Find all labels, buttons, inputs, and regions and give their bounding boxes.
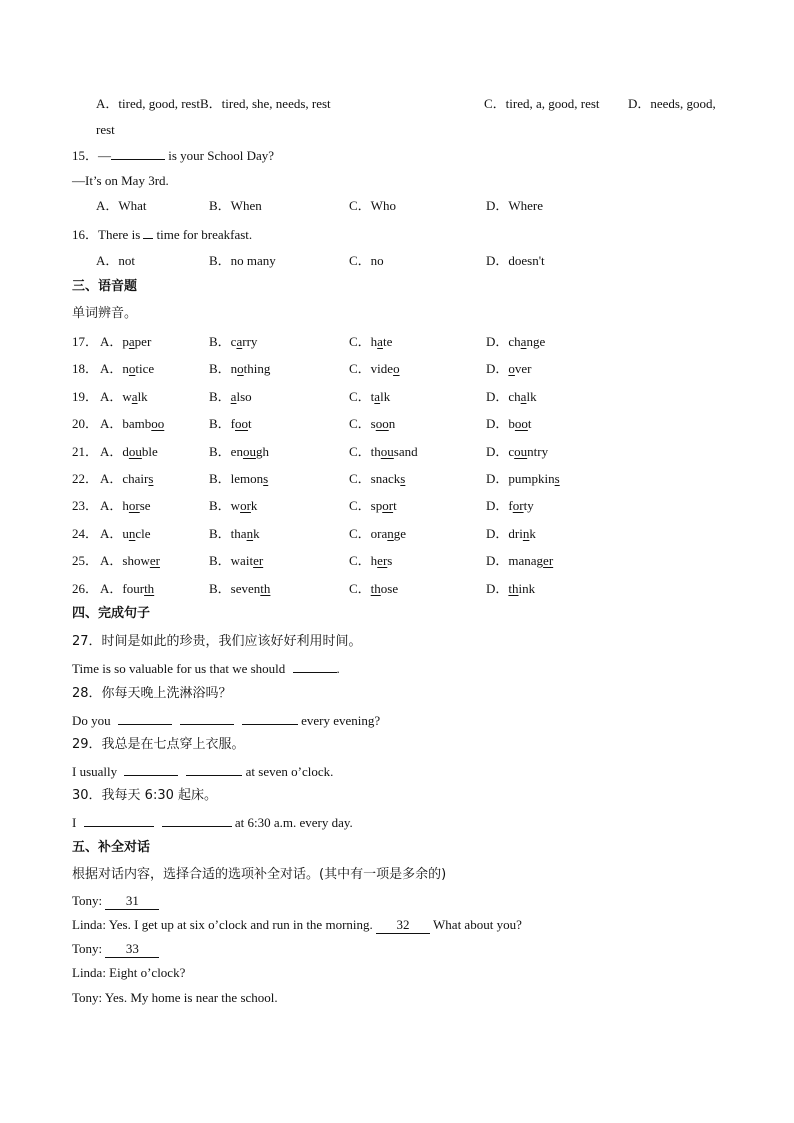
q27-text-after: . [336,661,340,676]
option-letter: A． [100,471,123,486]
speaker-tony: Tony: [72,941,106,956]
option-letter: B． [209,526,231,541]
phonics-option-b [209,361,270,377]
option-letter: D． [486,334,509,349]
word-prefix: show [122,553,150,568]
option-letter: D． [486,444,509,459]
dialogue-line-2 [72,917,522,934]
word-prefix: dri [508,526,523,541]
option-letter: C． [349,498,371,513]
option-letter: D． [486,498,509,513]
q30-blank-2[interactable] [162,814,232,827]
word-prefix: p [122,334,129,349]
dialogue-blank-33[interactable]: 33 [105,941,159,958]
phonics-option-c [349,581,398,597]
option-letter: A． [100,416,123,431]
underlined-letters: th [508,581,519,596]
word-prefix: s [370,416,376,431]
word-prefix: pumpkin [508,471,555,486]
phonics-option-c [349,361,400,377]
word-suffix: t [527,416,532,431]
phonics-row [72,471,712,487]
word-suffix: ose [380,581,399,596]
phonics-option-d [486,498,534,514]
word-suffix: n [388,416,396,431]
word-suffix: lso [236,389,252,404]
underlined-letters: er [377,553,388,568]
underlined-letters: o [508,361,515,376]
word-prefix: vide [370,361,394,376]
underlined-letters: oo [151,416,165,431]
option-letter: D． [486,416,509,431]
q16-number: 16． [72,227,99,242]
dialogue-line-5: Tony: Yes. My home is near the school. [72,990,278,1005]
word-suffix: tice [135,361,155,376]
underlined-letters: or [240,498,251,513]
phonics-option-a [100,361,154,377]
phonics-option-b [209,389,252,405]
phonics-option-b [209,444,269,460]
q30-english [72,814,353,831]
option-letter: B． [209,416,231,431]
word-prefix: h [370,553,378,568]
q15-option-a: A．What [96,198,147,213]
q28-english [72,712,380,729]
option-letter: C． [349,526,371,541]
word-prefix: four [122,581,145,596]
word-suffix: k [529,526,536,541]
option-letter: A． [100,498,123,513]
underlined-letters: s [263,471,269,486]
section3-instruction: 单词辨音。 [72,306,138,321]
word-suffix: te [382,334,393,349]
word-suffix: thing [243,361,271,376]
q14-option-c: C．tired, a, good, rest [484,96,600,111]
word-prefix: w [122,389,132,404]
word-suffix: ink [518,581,536,596]
option-letter: A． [100,553,123,568]
word-prefix: lemon [230,471,264,486]
phonics-option-d [486,361,532,377]
phonics-option-c [349,526,406,542]
word-prefix: seven [230,581,261,596]
underlined-letters: er [149,553,160,568]
option-letter: B． [209,361,231,376]
word-suffix: lk [380,389,391,404]
option-letter: A． [100,389,123,404]
phonics-option-b [209,526,260,542]
word-suffix: gh [255,444,269,459]
phonics-option-d [486,526,536,542]
q30-text-after: at 6:30 a.m. every day. [231,815,353,830]
underlined-letters: a [230,389,237,404]
q15-blank[interactable] [111,147,165,160]
option-letter: C． [349,389,371,404]
word-prefix: u [122,526,129,541]
phonics-option-d [486,581,535,597]
question-number: 24． [72,526,99,541]
phonics-option-a [100,389,148,405]
option-letter: C． [349,581,371,596]
option-letter: C． [349,471,371,486]
option-letter: B． [209,498,231,513]
q29-text-before: I usually [72,764,121,779]
word-suffix: nge [526,334,546,349]
q14-option-d-wrap: rest [96,122,115,137]
q28-chinese: 28．你每天晚上洗淋浴吗？ [72,686,232,701]
word-suffix: t [248,416,252,431]
q28-blank-2[interactable] [180,712,234,725]
word-suffix: ble [141,444,158,459]
dialogue-blank-31[interactable]: 31 [105,893,159,910]
underlined-letters: n [128,526,136,541]
phonics-option-b [209,334,257,350]
section3-heading: 三、语音题 [72,279,138,294]
phonics-row [72,444,712,460]
word-prefix: f [508,498,513,513]
linda-line-end: What about you? [430,917,522,932]
linda-line: Linda: Yes. I get up at six o’clock and run in the morning. [72,917,377,932]
q27-english [72,660,340,677]
option-letter: D． [486,389,509,404]
underlined-letters: oo [235,416,249,431]
q28-blank-1[interactable] [118,712,172,725]
word-prefix: c [508,444,515,459]
q29-text-after: at seven o’clock. [242,764,334,779]
option-letter: B． [209,581,231,596]
q27-text-before: Time is so valuable for us that we should [72,661,289,676]
word-prefix: h [122,498,129,513]
option-letter: D． [486,471,509,486]
q16-option-c: C．no [349,253,384,268]
underlined-letters: or [128,498,140,513]
dialogue-line-4: Linda: Eight o’clock? [72,965,186,980]
word-suffix: k [250,498,258,513]
word-prefix: manag [508,553,544,568]
word-suffix: k [253,526,260,541]
q30-text-before: I [72,815,80,830]
phonics-option-b [209,416,252,432]
underlined-letters: a [128,334,135,349]
question-number: 21． [72,444,99,459]
underlined-letters: a [520,334,527,349]
q16-option-b: B．no many [209,253,276,268]
option-letter: C． [349,361,371,376]
question-number: 18． [72,361,99,376]
phonics-row [72,581,712,597]
underlined-letters: or [382,498,394,513]
q29-chinese: 29．我总是在七点穿上衣服。 [72,737,245,752]
phonics-option-c [349,416,395,432]
word-prefix: h [370,334,378,349]
q16-stem-after: time for breakfast. [153,227,253,242]
phonics-option-d [486,389,537,405]
phonics-option-c [349,471,405,487]
q28-text-after: every evening? [297,713,381,728]
underlined-letters: er [253,553,264,568]
q16-option-a: A．not [96,253,136,268]
q29-blank-2[interactable] [186,763,242,776]
word-prefix: f [230,416,236,431]
phonics-row [72,498,712,514]
q30-chinese: 30．我每天 6:30 起床。 [72,788,217,803]
underlined-letters: th [370,581,381,596]
word-prefix: en [230,444,243,459]
q16-option-d: D．doesn't [486,253,545,268]
phonics-option-a [100,553,160,569]
word-prefix: snack [370,471,401,486]
option-letter: C． [349,444,371,459]
underlined-letters: s [554,471,560,486]
word-suffix: ver [514,361,532,376]
phonics-option-c [349,389,390,405]
word-suffix: rry [242,334,258,349]
underlined-letters: oo [514,416,528,431]
q14-options-ab: A．tired, good, restB．tired, she, needs, rest [96,96,331,111]
underlined-letters: ou [242,444,256,459]
option-letter: D． [486,553,509,568]
option-letter: B． [209,444,231,459]
word-prefix: wait [230,553,254,568]
word-suffix: ge [393,526,407,541]
phonics-option-c [349,444,418,460]
underlined-letters: a [236,334,243,349]
word-prefix: d [122,444,129,459]
word-prefix: ch [508,334,521,349]
option-letter: B． [209,553,231,568]
phonics-option-a [100,444,158,460]
question-number: 20． [72,416,99,431]
underlined-letters: er [543,553,554,568]
q15-option-d: D．Where [486,198,544,213]
word-suffix: se [139,498,151,513]
q16-stem-before: There is [98,227,141,242]
word-prefix: chair [122,471,149,486]
underlined-letters: ou [380,444,394,459]
section5-instruction: 根据对话内容，选择合适的选项补全对话。(其中有一项是多余的) [72,867,447,882]
phonics-option-b [209,553,263,569]
phonics-row [72,334,712,350]
word-suffix: ty [523,498,534,513]
option-letter: B． [209,389,231,404]
word-suffix: per [134,334,152,349]
option-letter: A． [100,581,123,596]
question-number: 23． [72,498,99,513]
underlined-letters: o [128,361,136,376]
q29-blank-1[interactable] [124,763,178,776]
phonics-option-a [100,416,164,432]
phonics-option-b [209,471,268,487]
phonics-option-d [486,471,560,487]
word-suffix: lk [526,389,537,404]
word-suffix: cle [135,526,151,541]
phonics-option-c [349,334,392,350]
underlined-letters: th [260,581,271,596]
phonics-option-d [486,444,548,460]
dialogue-line-3 [72,941,159,958]
underlined-letters: th [144,581,155,596]
word-suffix: lk [137,389,148,404]
word-suffix: sand [393,444,418,459]
q27-blank[interactable] [293,660,337,673]
option-letter: C． [349,334,371,349]
word-prefix: n [122,361,129,376]
phonics-option-a [100,498,151,514]
phonics-option-d [486,553,553,569]
dialogue-blank-32[interactable]: 32 [376,917,430,934]
word-prefix: th [370,444,381,459]
q28-text-before: Do you [72,713,114,728]
section4-heading: 四、完成句子 [72,606,151,621]
q15-stem-text: is your School Day? [165,148,275,163]
phonics-option-b [209,498,257,514]
word-prefix: w [230,498,241,513]
phonics-row [72,361,712,377]
q29-english [72,763,333,780]
phonics-row [72,389,712,405]
word-prefix: b [508,416,515,431]
underlined-letters: a [374,389,381,404]
phonics-option-d [486,416,532,432]
q15-stem [72,147,274,164]
underlined-letters: s [148,471,154,486]
question-number: 26． [72,581,99,596]
option-letter: D． [486,526,509,541]
option-letter: B． [209,471,231,486]
question-number: 19． [72,389,99,404]
underlined-letters: o [237,361,244,376]
phonics-option-c [349,553,392,569]
q15-prefix: — [98,148,112,163]
phonics-row [72,553,712,569]
underlined-letters: s [400,471,406,486]
phonics-option-d [486,334,545,350]
phonics-row [72,526,712,542]
q27-chinese: 27．时间是如此的珍贵，我们应该好好利用时间。 [72,634,362,649]
q14-option-d: D．needs, good, [628,96,716,111]
word-prefix: sp [370,498,383,513]
underlined-letters: n [522,526,530,541]
option-letter: A． [100,361,123,376]
q15-option-b: B．When [209,198,262,213]
underlined-letters: a [377,334,383,349]
phonics-option-c [349,498,397,514]
underlined-letters: n [387,526,394,541]
word-prefix: bamb [122,416,152,431]
word-prefix: n [230,361,238,376]
underlined-letters: ou [514,444,528,459]
underlined-letters: a [520,389,527,404]
underlined-letters: oo [375,416,389,431]
word-prefix: c [230,334,237,349]
option-letter: A． [100,444,123,459]
section5-heading: 五、补全对话 [72,840,151,855]
phonics-option-a [100,334,151,350]
word-prefix: t [370,389,375,404]
q15-answer-line: —It’s on May 3rd. [72,173,169,188]
question-number: 25． [72,553,99,568]
q16-stem [72,226,252,243]
phonics-option-b [209,581,270,597]
option-letter: A． [100,526,123,541]
q15-option-c: C．Who [349,198,396,213]
word-suffix: s [387,553,393,568]
underlined-letters: ou [128,444,142,459]
q16-blank[interactable] [143,226,153,239]
underlined-letters: o [393,361,400,376]
phonics-row [72,416,712,432]
underlined-letters: n [246,526,254,541]
q30-blank-1[interactable] [84,814,154,827]
phonics-option-a [100,526,151,542]
word-prefix: ora [370,526,388,541]
question-number: 17． [72,334,99,349]
question-number: 22． [72,471,99,486]
word-prefix: ch [508,389,521,404]
dialogue-line-1 [72,893,159,910]
option-letter: A． [100,334,123,349]
q15-number: 15． [72,148,99,163]
option-letter: C． [349,553,371,568]
option-letter: B． [209,334,231,349]
option-letter: C． [349,416,371,431]
word-prefix: tha [230,526,247,541]
speaker-tony: Tony: [72,893,106,908]
phonics-option-a [100,581,154,597]
word-suffix: ntry [527,444,549,459]
underlined-letters: a [131,389,138,404]
phonics-option-a [100,471,153,487]
word-suffix: t [393,498,397,513]
q28-blank-3[interactable] [242,712,298,725]
option-letter: D． [486,361,509,376]
underlined-letters: or [512,498,524,513]
option-letter: D． [486,581,509,596]
